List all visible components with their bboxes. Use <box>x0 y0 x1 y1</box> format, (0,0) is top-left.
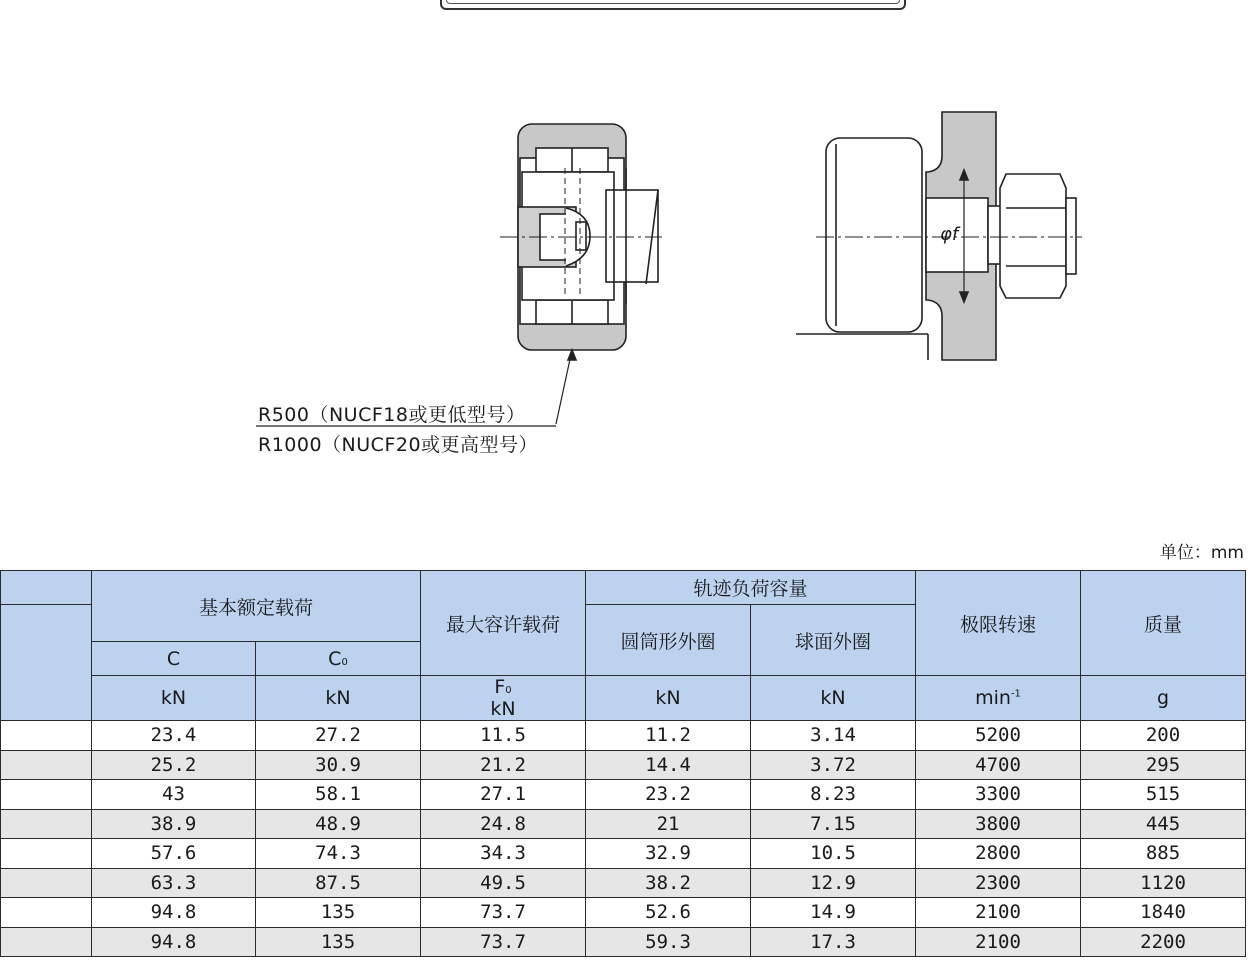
table-cell: 2100 <box>916 898 1081 928</box>
table-cell: 10.5 <box>751 839 916 869</box>
table-cell: 43 <box>92 780 256 810</box>
table-row <box>1 809 1246 839</box>
table-cell: 63.3 <box>92 868 256 898</box>
table-cell: 14.4 <box>586 750 751 780</box>
symbol-c: C <box>92 642 256 676</box>
model-cell <box>1 750 92 780</box>
table-row <box>1 721 1246 751</box>
model-cell <box>1 780 92 810</box>
table-cell: 52.6 <box>586 898 751 928</box>
table-cell: 49.5 <box>421 868 586 898</box>
table-cell: 38.9 <box>92 809 256 839</box>
spherical-header: 球面外圈 <box>751 605 916 676</box>
table-cell: 38.2 <box>586 868 751 898</box>
table-cell: 73.7 <box>421 898 586 928</box>
unit-c: kN <box>92 676 256 721</box>
model-cell <box>1 868 92 898</box>
table-cell: 21.2 <box>421 750 586 780</box>
table-row <box>1 868 1246 898</box>
table-cell: 32.9 <box>586 839 751 869</box>
model-cell <box>1 898 92 928</box>
table-cell: 30.9 <box>256 750 421 780</box>
basic-load-header: 基本额定载荷 <box>92 571 421 642</box>
table-cell: 3.72 <box>751 750 916 780</box>
table-cell: 21 <box>586 809 751 839</box>
table-cell: 515 <box>1081 780 1246 810</box>
table-cell: 3300 <box>916 780 1081 810</box>
table-cell: 12.9 <box>751 868 916 898</box>
table-cell: 2200 <box>1081 927 1246 957</box>
table-cell: 135 <box>256 927 421 957</box>
table-cell: 23.4 <box>92 721 256 751</box>
unit-c0: kN <box>256 676 421 721</box>
table-row <box>1 927 1246 957</box>
table-cell: 14.9 <box>751 898 916 928</box>
table-cell: 1120 <box>1081 868 1246 898</box>
model-header-top <box>1 571 92 605</box>
table-cell: 34.3 <box>421 839 586 869</box>
table-cell: 74.3 <box>256 839 421 869</box>
table-cell: 5200 <box>916 721 1081 751</box>
mass-header: 质量 <box>1081 571 1246 676</box>
table-cell: 3800 <box>916 809 1081 839</box>
model-cell <box>1 809 92 839</box>
table-cell: 27.1 <box>421 780 586 810</box>
limit-speed-header: 极限转速 <box>916 571 1081 676</box>
table-cell: 295 <box>1081 750 1246 780</box>
unit-f0: F0 kN <box>421 676 586 721</box>
model-cell <box>1 839 92 869</box>
table-cell: 58.1 <box>256 780 421 810</box>
table-cell: 3.14 <box>751 721 916 751</box>
cam-follower-section <box>500 124 662 424</box>
table-cell: 200 <box>1081 721 1246 751</box>
table-row <box>1 898 1246 928</box>
diameter-label: φf <box>940 224 959 245</box>
model-header <box>1 605 92 721</box>
table-cell: 1840 <box>1081 898 1246 928</box>
table-cell: 94.8 <box>92 927 256 957</box>
table-cell: 25.2 <box>92 750 256 780</box>
table-cell: 4700 <box>916 750 1081 780</box>
cylindrical-header: 圆筒形外圈 <box>586 605 751 676</box>
model-cell <box>1 927 92 957</box>
specification-table <box>0 570 1246 957</box>
table-cell: 48.9 <box>256 809 421 839</box>
unit-spherical: kN <box>751 676 916 721</box>
table-cell: 11.5 <box>421 721 586 751</box>
table-cell: 2300 <box>916 868 1081 898</box>
table-cell: 2800 <box>916 839 1081 869</box>
table-cell: 445 <box>1081 809 1246 839</box>
table-cell: 73.7 <box>421 927 586 957</box>
table-cell: 2100 <box>916 927 1081 957</box>
table-cell: 8.23 <box>751 780 916 810</box>
radius-note-small: R500（NUCF18或更低型号） <box>258 404 526 426</box>
mounted-view <box>796 112 1082 360</box>
table-cell: 27.2 <box>256 721 421 751</box>
table-cell: 11.2 <box>586 721 751 751</box>
unit-speed: $\min^{-1}$ <box>916 676 1081 721</box>
table-body <box>1 721 1246 957</box>
table-row <box>1 750 1246 780</box>
model-cell <box>1 721 92 751</box>
table-cell: 57.6 <box>92 839 256 869</box>
unit-mass: g <box>1081 676 1246 721</box>
unit-label: 单位：mm <box>1159 543 1244 563</box>
unit-cylindrical: kN <box>586 676 751 721</box>
table-cell: 7.15 <box>751 809 916 839</box>
table-cell: 24.8 <box>421 809 586 839</box>
table-cell: 17.3 <box>751 927 916 957</box>
table-cell: 885 <box>1081 839 1246 869</box>
table-cell: 135 <box>256 898 421 928</box>
max-load-header: 最大容许载荷 <box>421 571 586 676</box>
track-capacity-header: 轨迹负荷容量 <box>586 571 916 605</box>
table-cell: 94.8 <box>92 898 256 928</box>
table-cell: 59.3 <box>586 927 751 957</box>
table-row <box>1 780 1246 810</box>
table-cell: 87.5 <box>256 868 421 898</box>
symbol-c0: C0 <box>256 642 421 676</box>
table-cell: 23.2 <box>586 780 751 810</box>
table-row <box>1 839 1246 869</box>
radius-note-large: R1000（NUCF20或更高型号） <box>258 434 539 456</box>
